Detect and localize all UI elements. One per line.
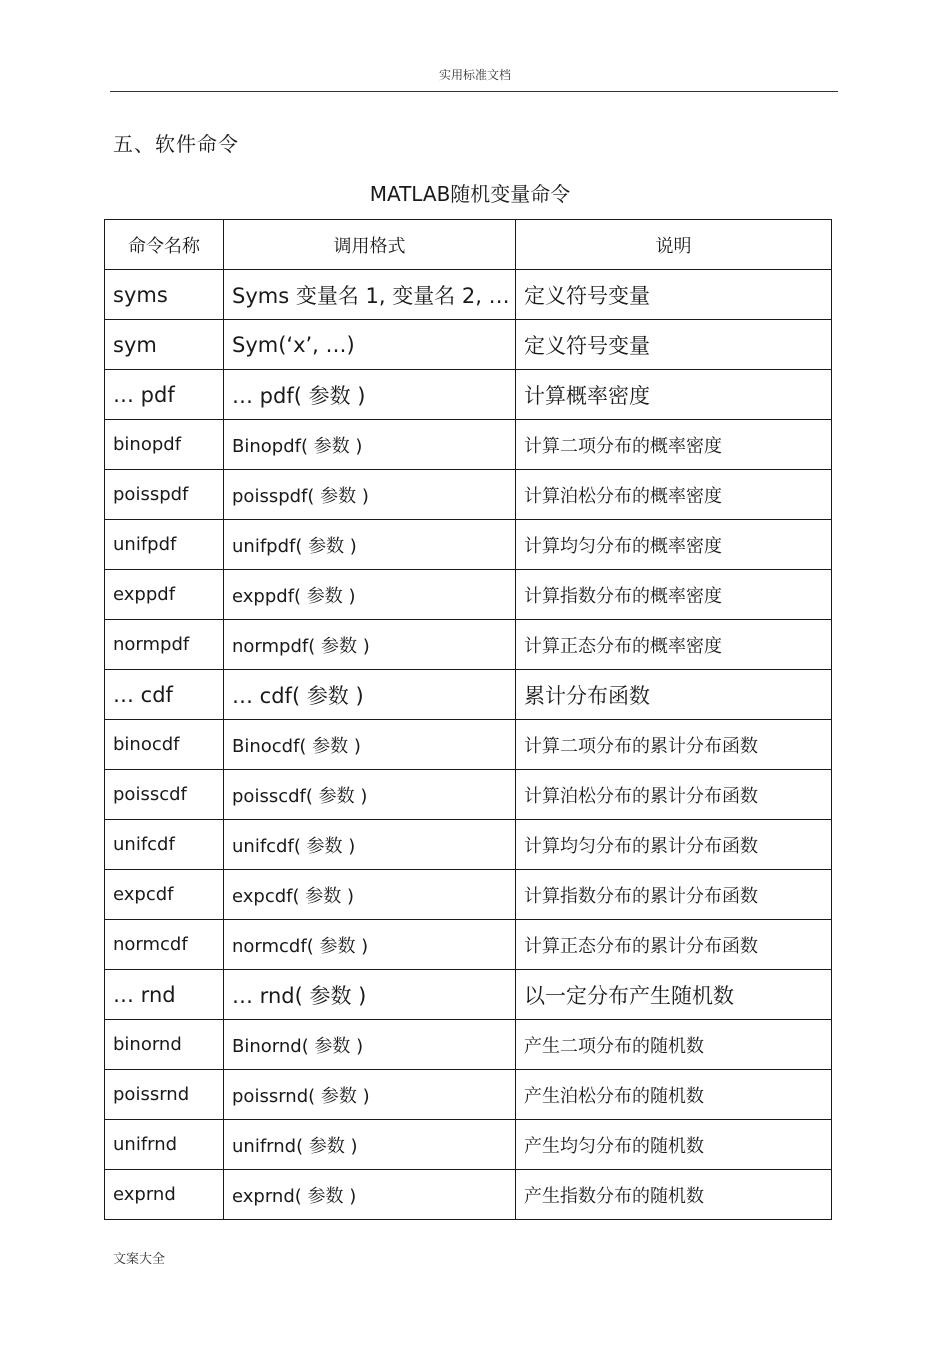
description-cell: 计算正态分布的累计分布函数	[516, 920, 832, 970]
call-format-cell: Binopdf( 参数 )	[224, 420, 516, 470]
description-cell: 计算二项分布的概率密度	[516, 420, 832, 470]
command-name-cell: poisspdf	[105, 470, 224, 520]
command-table	[104, 219, 832, 1220]
table-row	[105, 1120, 832, 1170]
table-row	[105, 1020, 832, 1070]
description-cell: 计算概率密度	[516, 370, 832, 420]
description-cell: 计算指数分布的累计分布函数	[516, 870, 832, 920]
description-cell: 定义符号变量	[516, 320, 832, 370]
table-row	[105, 270, 832, 320]
command-name-cell: … rnd	[105, 970, 224, 1020]
description-cell: 产生泊松分布的随机数	[516, 1070, 832, 1120]
page-header: 实用标准文档	[438, 68, 511, 82]
call-format-cell: unifrnd( 参数 )	[224, 1120, 516, 1170]
table-row	[105, 670, 832, 720]
section-title: 五、软件命令	[113, 132, 239, 156]
description-cell: 计算泊松分布的累计分布函数	[516, 770, 832, 820]
call-format-cell: normcdf( 参数 )	[224, 920, 516, 970]
command-name-cell: … cdf	[105, 670, 224, 720]
call-format-cell: exppdf( 参数 )	[224, 570, 516, 620]
call-format-cell: poisspdf( 参数 )	[224, 470, 516, 520]
description-cell: 计算均匀分布的累计分布函数	[516, 820, 832, 870]
description-cell: 计算指数分布的概率密度	[516, 570, 832, 620]
description-cell: 计算正态分布的概率密度	[516, 620, 832, 670]
command-name-cell: exppdf	[105, 570, 224, 620]
description-cell: 以一定分布产生随机数	[516, 970, 832, 1020]
table-row	[105, 620, 832, 670]
command-name-cell: … pdf	[105, 370, 224, 420]
call-format-cell: Sym(‘x’, …)	[224, 320, 516, 370]
command-name-cell: expcdf	[105, 870, 224, 920]
command-name-cell: unifpdf	[105, 520, 224, 570]
column-header-description: 说明	[516, 220, 832, 270]
header-divider	[110, 91, 838, 92]
table-header-row	[105, 220, 832, 270]
call-format-cell: Syms 变量名 1, 变量名 2, …	[224, 270, 516, 320]
description-cell: 计算二项分布的累计分布函数	[516, 720, 832, 770]
call-format-cell: … pdf( 参数 )	[224, 370, 516, 420]
description-cell: 计算均匀分布的概率密度	[516, 520, 832, 570]
description-cell: 产生指数分布的随机数	[516, 1170, 832, 1220]
command-name-cell: sym	[105, 320, 224, 370]
table-row	[105, 520, 832, 570]
call-format-cell: Binocdf( 参数 )	[224, 720, 516, 770]
call-format-cell: Binornd( 参数 )	[224, 1020, 516, 1070]
command-name-cell: binornd	[105, 1020, 224, 1070]
description-cell: 产生均匀分布的随机数	[516, 1120, 832, 1170]
table-row	[105, 770, 832, 820]
command-name-cell: normcdf	[105, 920, 224, 970]
page-footer: 文案大全	[113, 1252, 166, 1267]
table-row	[105, 320, 832, 370]
command-name-cell: normpdf	[105, 620, 224, 670]
command-name-cell: binopdf	[105, 420, 224, 470]
table-row	[105, 720, 832, 770]
call-format-cell: poisscdf( 参数 )	[224, 770, 516, 820]
call-format-cell: unifcdf( 参数 )	[224, 820, 516, 870]
table-title: MATLAB随机变量命令	[369, 182, 571, 206]
table-row	[105, 820, 832, 870]
call-format-cell: … cdf( 参数 )	[224, 670, 516, 720]
command-name-cell: unifcdf	[105, 820, 224, 870]
call-format-cell: expcdf( 参数 )	[224, 870, 516, 920]
description-cell: 产生二项分布的随机数	[516, 1020, 832, 1070]
table-row	[105, 420, 832, 470]
description-cell: 累计分布函数	[516, 670, 832, 720]
command-name-cell: exprnd	[105, 1170, 224, 1220]
call-format-cell: poissrnd( 参数 )	[224, 1070, 516, 1120]
command-name-cell: syms	[105, 270, 224, 320]
command-name-cell: unifrnd	[105, 1120, 224, 1170]
column-header-format: 调用格式	[224, 220, 516, 270]
description-cell: 定义符号变量	[516, 270, 832, 320]
table-row	[105, 920, 832, 970]
command-name-cell: poisscdf	[105, 770, 224, 820]
description-cell: 计算泊松分布的概率密度	[516, 470, 832, 520]
table-row	[105, 570, 832, 620]
table-body	[105, 270, 832, 1220]
table-row	[105, 370, 832, 420]
call-format-cell: … rnd( 参数 )	[224, 970, 516, 1020]
call-format-cell: exprnd( 参数 )	[224, 1170, 516, 1220]
call-format-cell: normpdf( 参数 )	[224, 620, 516, 670]
column-header-name: 命令名称	[105, 220, 224, 270]
table-row	[105, 1170, 832, 1220]
table-row	[105, 1070, 832, 1120]
command-name-cell: binocdf	[105, 720, 224, 770]
command-name-cell: poissrnd	[105, 1070, 224, 1120]
table-row	[105, 470, 832, 520]
call-format-cell: unifpdf( 参数 )	[224, 520, 516, 570]
table-row	[105, 870, 832, 920]
table-row	[105, 970, 832, 1020]
